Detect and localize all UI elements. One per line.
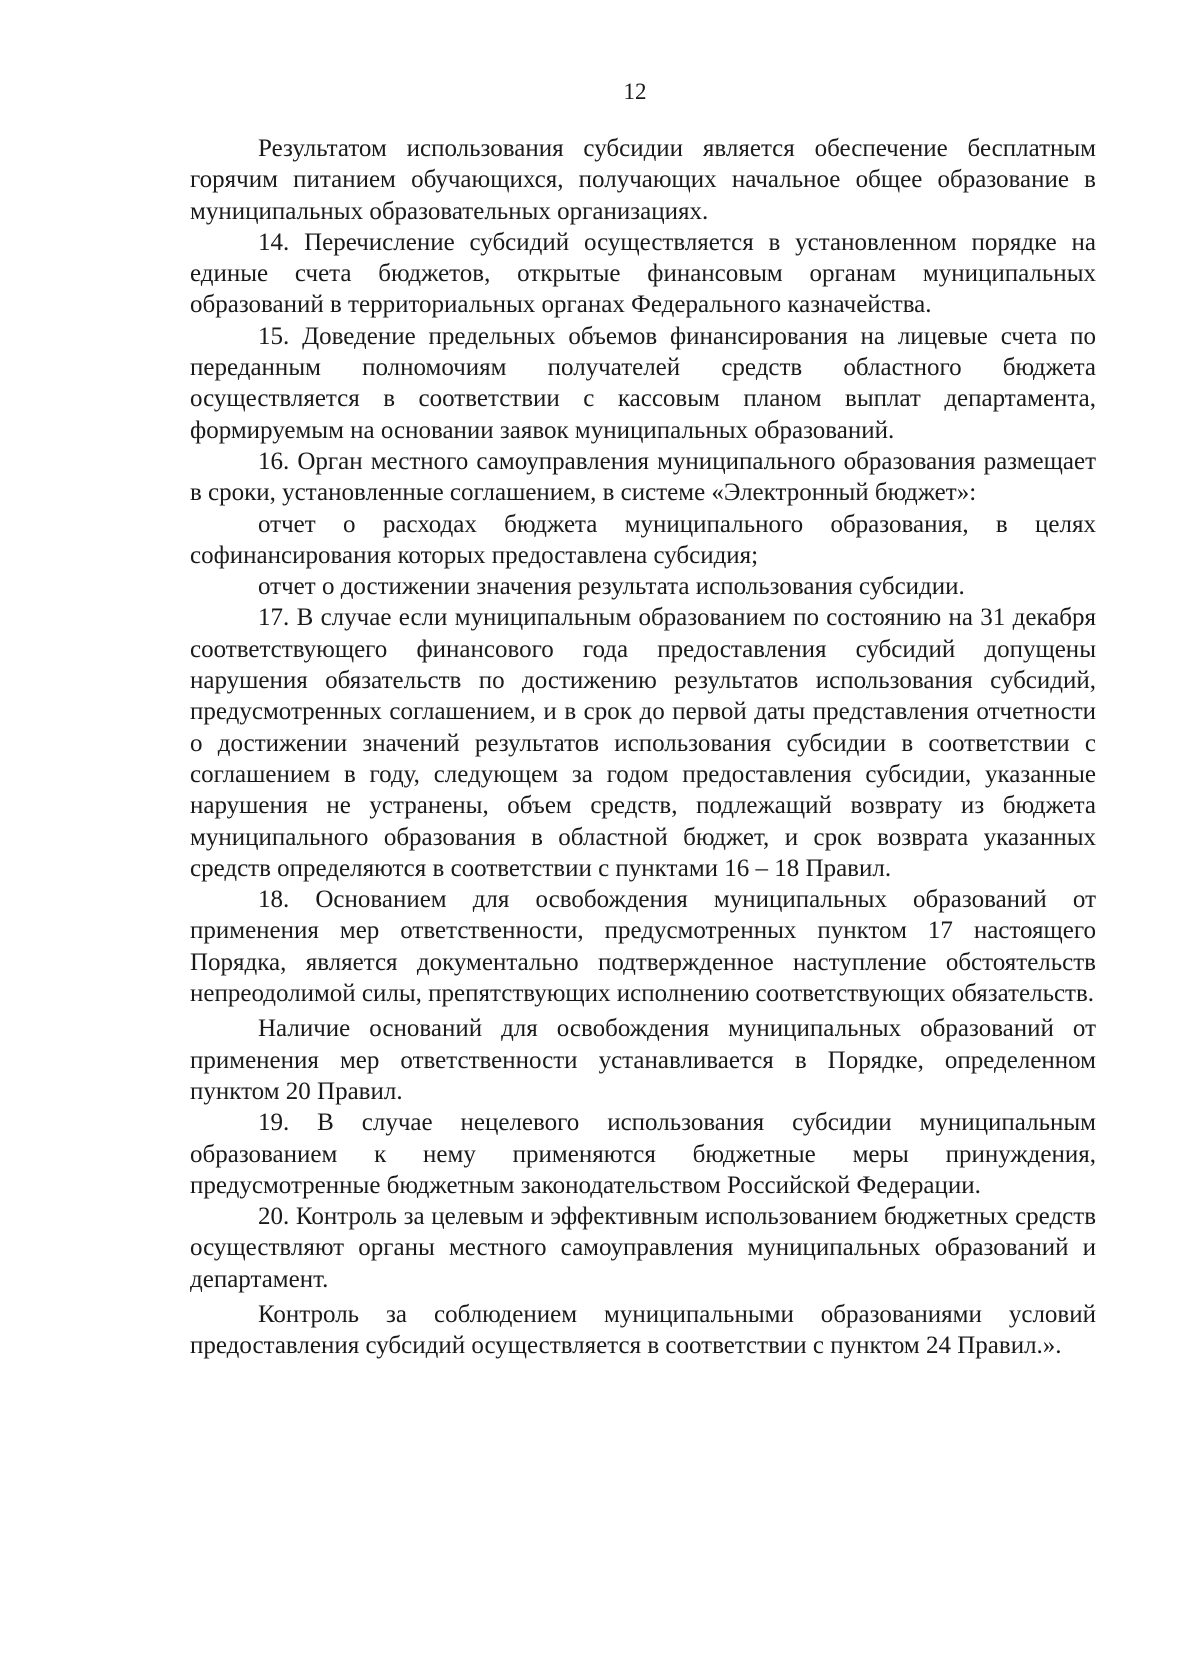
paragraph-14-transfer-of-subsidies: 14. Перечисление субсидий осуществляется в установленном порядке на единые счета бюджетов, открытые финансовым органам муниципальных образований в территориальных органах Федерального казначейства. — [190, 228, 1096, 319]
paragraph-16-expense-report: отчет о расходах бюджета муниципального образования, в целях софинансирования которых предоставлена субсидия; — [190, 510, 1096, 569]
paragraph-20-compliance-control: Контроль за соблюдением муниципальными образованиями условий предоставления субсидий осуществляется в соответствии с пунктом 24 Правил.». — [190, 1300, 1096, 1360]
paragraph-18-force-majeure: 18. Основанием для освобождения муниципальных образований от применения мер ответственности, предусмотренных пунктом 17 настоящего Порядка, является документально подтвержденное наступление обстоятельств непреодолимой силы, препятствующих исполнению соответствующих обязательств. — [190, 886, 1096, 1008]
paragraph-16-result-report: отчет о достижении значения результата использования субсидии. — [258, 573, 965, 601]
page-number: 12 — [623, 79, 647, 104]
paragraph-result-of-subsidy: Результатом использования субсидии является обеспечение бесплатным горячим питанием обучающихся, получающих начальное общее образование в муниципальных образовательных организациях. — [190, 135, 1096, 225]
document-body — [190, 133, 1096, 1362]
paragraph-17-violations: 17. В случае если муниципальным образованием по состоянию на 31 декабря соответствующего финансового года предоставления субсидий допущены нарушения обязательств по достижению результатов использования субсидий, предусмотренных соглашением, и в срок до первой даты представления отчетности о достижении значений результатов использования субсидии в соответствии с соглашением в году, следующем за годом предоставления субсидии, указанные нарушения не устранены, объем средств, подлежащий возврату из бюджета муниципального образования в областной бюджет, и срок возврата указанных средств определяются в соответствии с пунктами 16 – 18 Правил. — [190, 604, 1096, 882]
paragraph-15-financing-limits: 15. Доведение предельных объемов финансирования на лицевые счета по переданным полномочиям получателей средств областного бюджета осуществляется в соответствии с кассовым планом выплат департамента, формируемым на основании заявок муниципальных образований. — [190, 322, 1096, 444]
paragraph-16-reporting: 16. Орган местного самоуправления муниципального образования размещает в сроки, установленные соглашением, в системе «Электронный бюджет»: — [190, 447, 1096, 507]
paragraph-20-control: 20. Контроль за целевым и эффективным использованием бюджетных средств осуществляют органы местного самоуправления муниципальных образований и департамент. — [190, 1203, 1096, 1293]
paragraph-19-misuse: 19. В случае нецелевого использования субсидии муниципальным образованием к нему применяются бюджетные меры принуждения, предусмотренные бюджетным законодательством Российской Федерации. — [190, 1109, 1096, 1199]
paragraph-18-grounds: Наличие оснований для освобождения муниципальных образований от применения мер ответственности устанавливается в Порядке, определенном пунктом 20 Правил. — [190, 1015, 1096, 1105]
